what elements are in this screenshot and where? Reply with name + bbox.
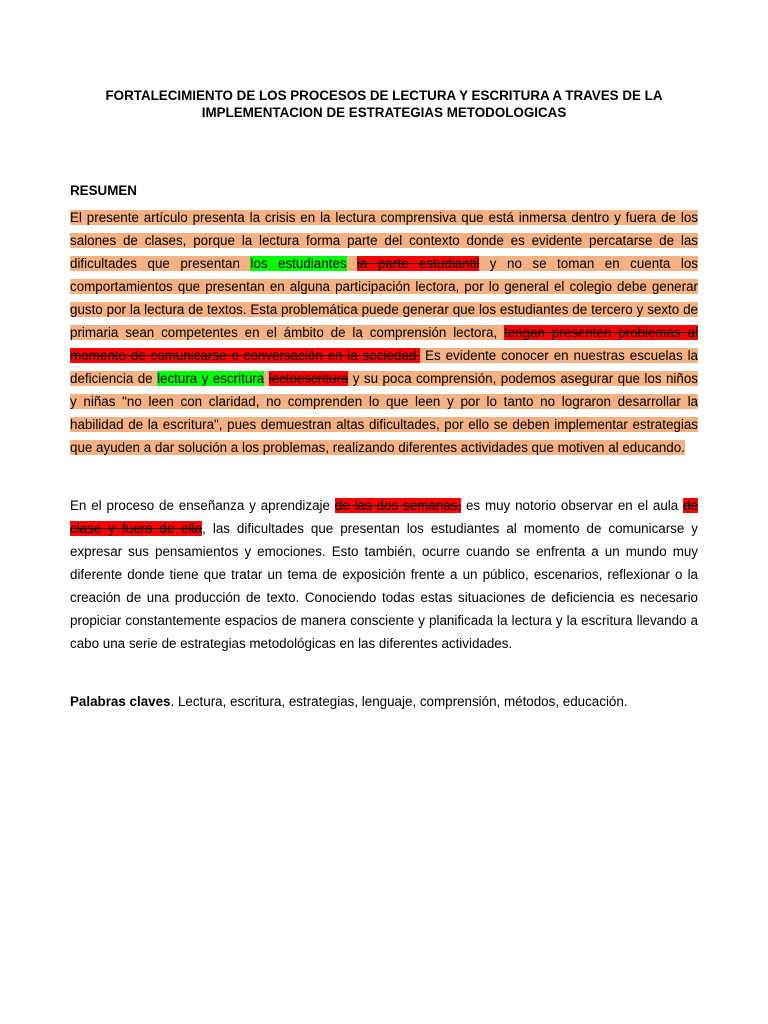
abstract-text-3: Es evidente conocer en nuestras escuelas la deficiencia de xyxy=(70,348,698,386)
abstract-text-4: y su poca comprensión, podemos asegurar que los niños y niñas "no leen con claridad, no comprenden lo que leen y por lo tanto no lograron desarrollar la habilidad de la escritura", pues demuestran altas dificultades, por ello se deben implementar estrategias que ayuden a dar solución a los problemas, realizando diferentes actividades que motiven al educando. xyxy=(70,371,698,455)
section-heading-resumen: RESUMEN xyxy=(70,183,137,198)
deleted-text-problemas: tengan presenten problemas al momento de comunicarse o conversación en la sociedad. xyxy=(70,325,698,363)
inserted-text-lectura-y-escritura: lectura y escritura xyxy=(157,371,265,386)
abstract-space-2 xyxy=(264,371,268,386)
keywords-label: Palabras claves xyxy=(70,694,171,709)
keywords-text: . Lectura, escritura, estrategias, lenguaje, comprensión, métodos, educación. xyxy=(170,694,628,709)
deleted-text-dos-semanas: de las dos semanas, xyxy=(334,498,462,513)
abstract-highlight xyxy=(70,210,698,455)
inserted-text-los-estudiantes: los estudiantes xyxy=(250,256,347,271)
document-title: FORTALECIMIENTO DE LOS PROCESOS DE LECTURA Y ESCRITURA A TRAVES DE LA IMPLEMENTACION DE ESTRATEGIAS METODOLOGICAS xyxy=(105,88,663,120)
body-text-2: es muy notorio observar en el aula xyxy=(461,498,684,513)
body-text-1: En el proceso de enseñanza y aprendizaje xyxy=(70,498,335,513)
abstract-space-1 xyxy=(347,256,358,271)
body-text-3: , las dificultades que presentan los estudiantes al momento de comunicarse y expresar sus pensamientos y emociones. Esto también, ocurre cuando se enfrenta a un mundo muy diferente donde tiene que tratar un tema de exposición frente a un público, escenarios, reflexionar o la creación de una producción de texto. Conociendo todas estas situaciones de deficiencia es necesario propiciar constantemente espacios de manera consciente y planificada la lectura y la escritura llevando a cabo una serie de estrategias metodológicas en las diferentes actividades. xyxy=(70,521,698,651)
abstract-text-2: y no se toman en cuenta los comportamientos que presentan en alguna participación lectora, por lo general el colegio debe generar gusto por la lectura de textos. Esta problemática puede generar que los estudiantes de tercero y sexto de primaria sean competentes en el ámbito de la comprensión lectora, xyxy=(70,256,698,340)
keywords-paragraph xyxy=(70,690,698,713)
deleted-text-la-parte-estudiantil: la parte estudiantil xyxy=(357,256,480,271)
body-paragraph xyxy=(70,494,698,655)
deleted-text-lectoescritura: lectoescritura xyxy=(268,371,349,386)
abstract-paragraph xyxy=(70,206,698,459)
deleted-text-fuera-de-ella: de clase y fuera de ella xyxy=(70,498,698,536)
abstract-text-1: El presente artículo presenta la crisis en la lectura comprensiva que está inmersa dentro y fuera de los salones de clases, porque la lectura forma parte del contexto donde es evidente percatarse de las dificultades que presentan xyxy=(70,210,698,271)
